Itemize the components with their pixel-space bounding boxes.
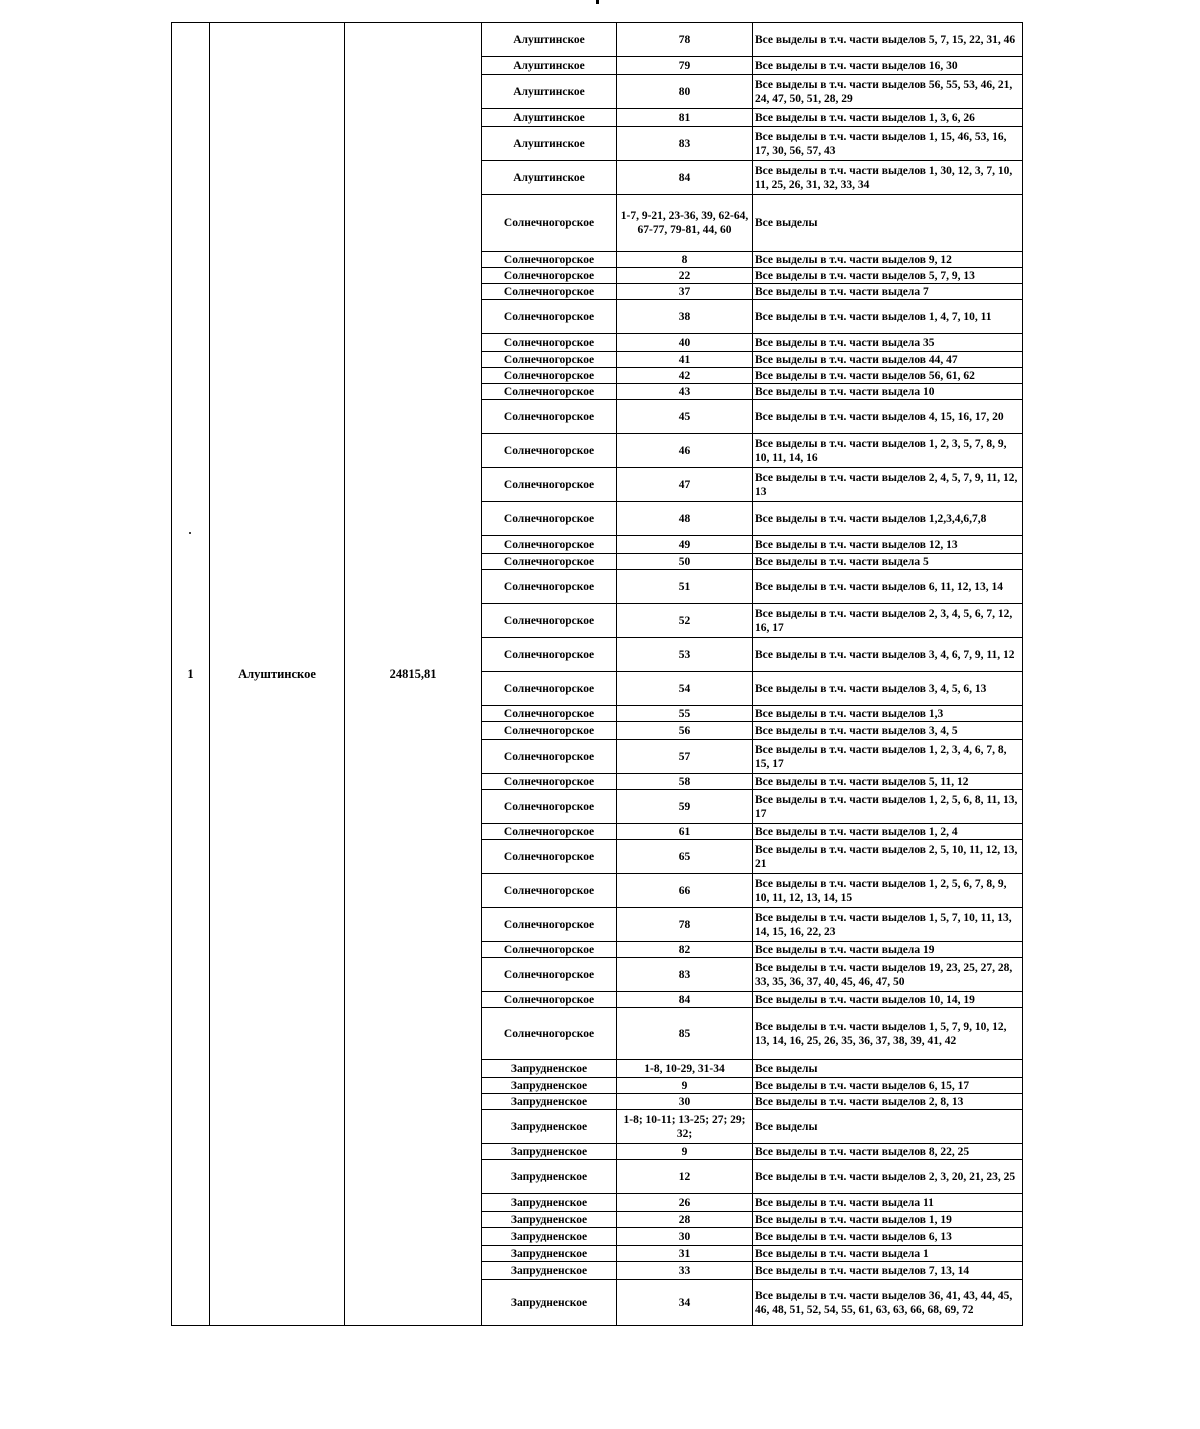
parcels-cell: Все выделы в т.ч. части выделов 1,3 [753,706,1023,722]
quarter-cell: 79 [617,57,753,75]
quarter-cell: 66 [617,874,753,908]
district-cell: Запрудненское [482,1160,617,1194]
quarter-cell: 65 [617,840,753,874]
district-cell: Солнечногорское [482,638,617,672]
parcels-cell: Все выделы в т.ч. части выделов 2, 4, 5, 7, 9, 11, 12, 13 [753,468,1023,502]
district-cell: Солнечногорское [482,840,617,874]
parcels-cell: Все выделы в т.ч. части выдела 5 [753,554,1023,570]
quarter-cell: 58 [617,774,753,790]
quarter-cell: 31 [617,1246,753,1262]
district-cell: Запрудненское [482,1246,617,1262]
parcels-cell: Все выделы в т.ч. части выделов 3, 4, 5, 6, 13 [753,672,1023,706]
parcels-cell: Все выделы в т.ч. части выделов 1, 2, 4 [753,824,1023,840]
quarter-cell: 54 [617,672,753,706]
parcels-cell: Все выделы в т.ч. части выделов 3, 4, 5 [753,722,1023,740]
district-cell: Солнечногорское [482,790,617,824]
district-cell: Солнечногорское [482,554,617,570]
parcels-cell: Все выделы в т.ч. части выдела 1 [753,1246,1023,1262]
quarter-cell: 1-8; 10-11; 13-25; 27; 29; 32; [617,1110,753,1144]
quarter-cell: 81 [617,109,753,127]
district-cell: Запрудненское [482,1212,617,1228]
quarter-cell: 59 [617,790,753,824]
district-cell: Солнечногорское [482,740,617,774]
quarter-cell: 53 [617,638,753,672]
parcels-cell: Все выделы в т.ч. части выделов 1, 2, 5, 6, 7, 8, 9, 10, 11, 12, 13, 14, 15 [753,874,1023,908]
district-cell: Солнечногорское [482,334,617,352]
district-cell: Запрудненское [482,1110,617,1144]
district-cell: Солнечногорское [482,824,617,840]
district-cell: Солнечногорское [482,992,617,1008]
district-cell: Запрудненское [482,1194,617,1212]
district-cell: Солнечногорское [482,195,617,252]
quarter-cell: 78 [617,23,753,57]
quarter-cell: 47 [617,468,753,502]
parcels-cell: Все выделы в т.ч. части выделов 2, 3, 20, 21, 23, 25 [753,1160,1023,1194]
district-cell: Солнечногорское [482,352,617,368]
district-cell: Алуштинское [482,109,617,127]
parcels-cell: Все выделы в т.ч. части выделов 5, 7, 15, 22, 31, 46 [753,23,1023,57]
quarter-cell: 52 [617,604,753,638]
quarter-cell: 83 [617,127,753,161]
parcels-cell: Все выделы в т.ч. части выделов 1, 5, 7, 10, 11, 13, 14, 15, 16, 22, 23 [753,908,1023,942]
district-cell: Солнечногорское [482,400,617,434]
parcels-cell: Все выделы в т.ч. части выделов 1, 2, 3, 5, 7, 8, 9, 10, 11, 14, 16 [753,434,1023,468]
quarter-cell: 41 [617,352,753,368]
quarter-cell: 51 [617,570,753,604]
quarter-cell: 43 [617,384,753,400]
parcels-cell: Все выделы в т.ч. части выделов 2, 8, 13 [753,1094,1023,1110]
area-value-cell: 24815,81 [345,23,482,1326]
quarter-cell: 57 [617,740,753,774]
parcels-cell: Все выделы в т.ч. части выделов 2, 3, 4, 5, 6, 7, 12, 16, 17 [753,604,1023,638]
quarter-cell: 30 [617,1094,753,1110]
quarter-cell: 80 [617,75,753,109]
parcels-cell: Все выделы в т.ч. части выделов 19, 23, 25, 27, 28, 33, 35, 36, 37, 40, 45, 46, 47, 50 [753,958,1023,992]
parcels-cell: Все выделы в т.ч. части выделов 7, 13, 14 [753,1262,1023,1280]
district-cell: Солнечногорское [482,284,617,300]
quarter-cell: 30 [617,1228,753,1246]
district-cell: Солнечногорское [482,300,617,334]
quarter-cell: 26 [617,1194,753,1212]
quarter-cell: 55 [617,706,753,722]
district-cell: Солнечногорское [482,252,617,268]
district-cell: Солнечногорское [482,722,617,740]
parcels-cell: Все выделы в т.ч. части выделов 6, 11, 12, 13, 14 [753,570,1023,604]
district-cell: Солнечногорское [482,536,617,554]
quarter-cell: 42 [617,368,753,384]
district-cell: Алуштинское [482,161,617,195]
quarter-cell: 22 [617,268,753,284]
parcels-cell: Все выделы в т.ч. части выдела 19 [753,942,1023,958]
parcels-cell: Все выделы в т.ч. части выдела 11 [753,1194,1023,1212]
parcels-cell: Все выделы в т.ч. части выделов 56, 61, 62 [753,368,1023,384]
quarter-cell: 50 [617,554,753,570]
forest-parcels-table [171,22,1023,1326]
table-row [172,23,1023,57]
parcels-cell: Все выделы в т.ч. части выделов 36, 41, 43, 44, 45, 46, 48, 51, 52, 54, 55, 61, 63, 63, 66, 68, 69, 72 [753,1280,1023,1326]
district-cell: Солнечногорское [482,570,617,604]
table-body [172,23,1023,1326]
quarter-cell: 48 [617,502,753,536]
district-cell: Солнечногорское [482,434,617,468]
district-cell: Алуштинское [482,75,617,109]
parcels-cell: Все выделы в т.ч. части выделов 1,2,3,4,6,7,8 [753,502,1023,536]
district-cell: Солнечногорское [482,604,617,638]
parcels-cell: Все выделы в т.ч. части выделов 9, 12 [753,252,1023,268]
parcels-cell: Все выделы [753,1110,1023,1144]
quarter-cell: 12 [617,1160,753,1194]
parcels-cell: Все выделы в т.ч. части выделов 5, 7, 9, 13 [753,268,1023,284]
parcels-cell: Все выделы в т.ч. части выделов 1, 30, 12, 3, 7, 10, 11, 25, 26, 31, 32, 33, 34 [753,161,1023,195]
quarter-cell: 9 [617,1144,753,1160]
district-cell: Солнечногорское [482,468,617,502]
parcels-cell: Все выделы в т.ч. части выделов 10, 14, 19 [753,992,1023,1008]
district-cell: Солнечногорское [482,908,617,942]
quarter-cell: 1-7, 9-21, 23-36, 39, 62-64, 67-77, 79-81, 44, 60 [617,195,753,252]
quarter-cell: 37 [617,284,753,300]
quarter-cell: 83 [617,958,753,992]
district-cell: Солнечногорское [482,368,617,384]
quarter-cell: 28 [617,1212,753,1228]
district-cell: Запрудненское [482,1262,617,1280]
parcels-cell: Все выделы [753,1060,1023,1078]
district-cell: Солнечногорское [482,942,617,958]
parcels-cell: Все выделы в т.ч. части выделов 1, 19 [753,1212,1023,1228]
quarter-cell: 56 [617,722,753,740]
district-cell: Запрудненское [482,1280,617,1326]
quarter-cell: 82 [617,942,753,958]
parcels-cell: Все выделы в т.ч. части выделов 4, 15, 16, 17, 20 [753,400,1023,434]
parcels-cell: Все выделы в т.ч. части выделов 56, 55, 53, 46, 21, 24, 47, 50, 51, 28, 29 [753,75,1023,109]
parcels-cell: Все выделы в т.ч. части выделов 1, 5, 7, 9, 10, 12, 13, 14, 16, 25, 26, 35, 36, 37, 38, 39, 41, 42 [753,1008,1023,1060]
parcels-cell: Все выделы в т.ч. части выделов 5, 11, 12 [753,774,1023,790]
quarter-cell: 85 [617,1008,753,1060]
parcels-cell: Все выделы [753,195,1023,252]
quarter-cell: 9 [617,1078,753,1094]
parcels-cell: Все выделы в т.ч. части выделов 1, 15, 46, 53, 16, 17, 30, 56, 57, 43 [753,127,1023,161]
quarter-cell: 34 [617,1280,753,1326]
quarter-cell: 1-8, 10-29, 31-34 [617,1060,753,1078]
district-cell: Алуштинское [482,127,617,161]
quarter-cell: 40 [617,334,753,352]
quarter-cell: 8 [617,252,753,268]
parcels-cell: Все выделы в т.ч. части выделов 1, 2, 3, 4, 6, 7, 8, 15, 17 [753,740,1023,774]
district-cell: Запрудненское [482,1228,617,1246]
district-cell: Алуштинское [482,23,617,57]
district-cell: Солнечногорское [482,268,617,284]
parcels-cell: Все выделы в т.ч. части выделов 44, 47 [753,352,1023,368]
quarter-cell: 45 [617,400,753,434]
district-cell: Алуштинское [482,57,617,75]
quarter-cell: 61 [617,824,753,840]
parcels-cell: Все выделы в т.ч. части выдела 7 [753,284,1023,300]
parcels-cell: Все выделы в т.ч. части выделов 2, 5, 10, 11, 12, 13, 21 [753,840,1023,874]
district-cell: Запрудненское [482,1078,617,1094]
parcels-cell: Все выделы в т.ч. части выделов 3, 4, 6, 7, 9, 11, 12 [753,638,1023,672]
parcels-cell: Все выделы в т.ч. части выделов 1, 2, 5, 6, 8, 11, 13, 17 [753,790,1023,824]
district-cell: Солнечногорское [482,774,617,790]
page-edge-mark [596,0,599,4]
district-cell: Солнечногорское [482,384,617,400]
district-cell: Запрудненское [482,1060,617,1078]
parcels-cell: Все выделы в т.ч. части выделов 16, 30 [753,57,1023,75]
quarter-cell: 33 [617,1262,753,1280]
parcels-cell: Все выделы в т.ч. части выдела 35 [753,334,1023,352]
parcels-cell: Все выделы в т.ч. части выделов 12, 13 [753,536,1023,554]
quarter-cell: 84 [617,161,753,195]
quarter-cell: 46 [617,434,753,468]
district-cell: Солнечногорское [482,672,617,706]
quarter-cell: 78 [617,908,753,942]
parcels-cell: Все выделы в т.ч. части выделов 8, 22, 25 [753,1144,1023,1160]
district-cell: Солнечногорское [482,1008,617,1060]
district-cell: Запрудненское [482,1094,617,1110]
forestry-name-cell: Алуштинское [210,23,345,1326]
district-cell: Запрудненское [482,1144,617,1160]
quarter-cell: 84 [617,992,753,1008]
district-cell: Солнечногорское [482,958,617,992]
quarter-cell: 49 [617,536,753,554]
parcels-cell: Все выделы в т.ч. части выделов 6, 13 [753,1228,1023,1246]
district-cell: Солнечногорское [482,706,617,722]
parcels-cell: Все выделы в т.ч. части выделов 6, 15, 17 [753,1078,1023,1094]
parcels-cell: Все выделы в т.ч. части выдела 10 [753,384,1023,400]
district-cell: Солнечногорское [482,502,617,536]
quarter-cell: 38 [617,300,753,334]
district-cell: Солнечногорское [482,874,617,908]
parcels-cell: Все выделы в т.ч. части выделов 1, 4, 7, 10, 11 [753,300,1023,334]
parcels-cell: Все выделы в т.ч. части выделов 1, 3, 6, 26 [753,109,1023,127]
row-number-cell: 1 [172,23,210,1326]
